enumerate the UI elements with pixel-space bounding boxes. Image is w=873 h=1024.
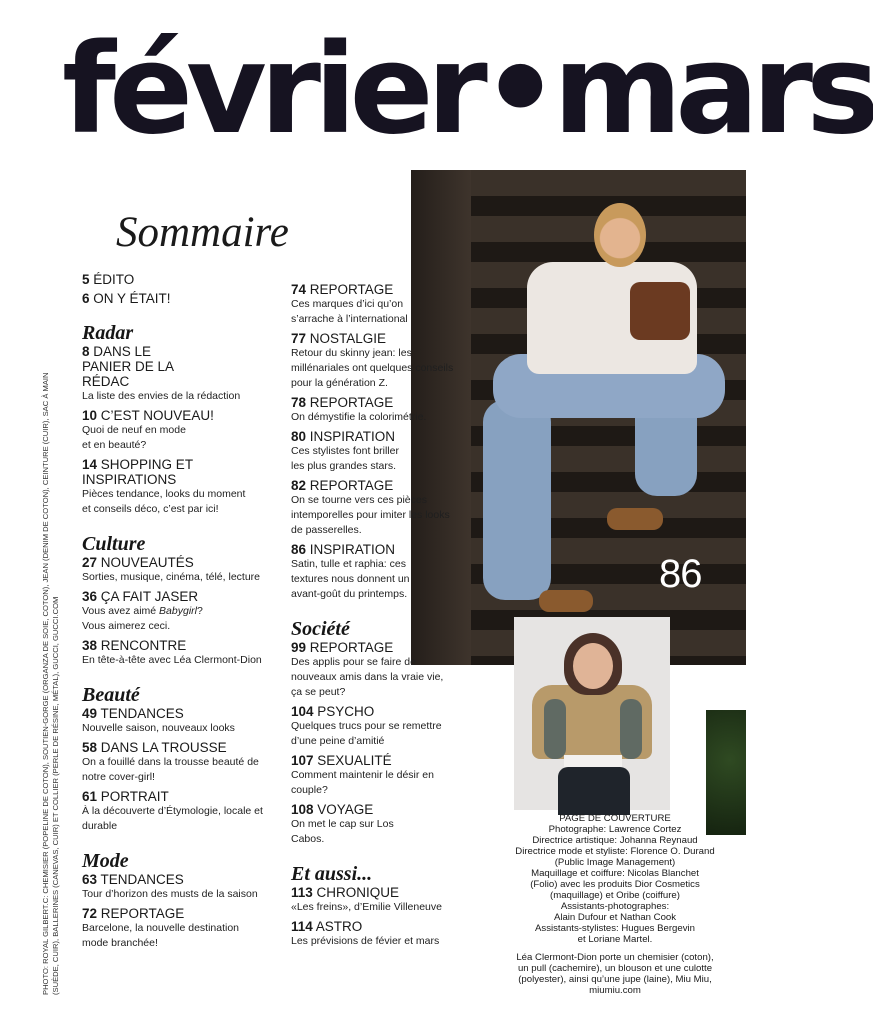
- toc-entry[interactable]: [82, 638, 277, 668]
- entry-title: REPORTAGE: [309, 478, 394, 493]
- entry-title: C’EST NOUVEAU!: [100, 408, 214, 423]
- outfit-credit-line: un pull (cachemire), un blouson et une culotte: [517, 963, 713, 974]
- entry-title: REPORTAGE: [309, 282, 394, 297]
- entry-description: On met le cap sur Los Cabos.: [291, 818, 394, 845]
- page-number: 61: [82, 789, 98, 804]
- toc-entry[interactable]: [291, 282, 463, 327]
- toc-entry[interactable]: [291, 704, 463, 749]
- page-number: 63: [82, 872, 98, 887]
- credit-line: Directrice artistique: Johanna Reynaud: [532, 835, 698, 846]
- toc-entry[interactable]: [82, 906, 277, 951]
- entry-title: INSPIRATION: [309, 542, 396, 557]
- entry-description: Nouvelle saison, nouveaux looks: [82, 722, 235, 734]
- entry-description: Pièces tendance, looks du moment et conseils déco, c’est par ici!: [82, 488, 246, 515]
- toc-entry[interactable]: [82, 457, 277, 517]
- entry-description: Sorties, musique, cinéma, télé, lecture: [82, 571, 260, 583]
- entry-title: ON Y ÉTAIT!: [93, 291, 171, 306]
- cover-credits-heading: PAGE DE COUVERTURE: [559, 813, 671, 824]
- toc-entry[interactable]: [291, 478, 463, 538]
- entry-description: Barcelone, la nouvelle destination mode branchée!: [82, 922, 240, 949]
- page-number: 27: [82, 555, 98, 570]
- entry-title: TENDANCES: [100, 872, 184, 887]
- credit-line: (Folio) avec les produits Dior Cosmetics: [530, 879, 700, 890]
- credit-line: Maquillage et coiffure: Nicolas Blanchet: [531, 868, 699, 879]
- page-number: 77: [291, 331, 307, 346]
- page-number: 113: [291, 885, 313, 900]
- toc-entry[interactable]: [82, 789, 277, 834]
- toc-entry[interactable]: [291, 802, 463, 847]
- entry-title: ÇA FAIT JASER: [100, 589, 199, 604]
- entry-title: DANS LA TROUSSE: [100, 740, 227, 755]
- page-number: 80: [291, 429, 307, 444]
- credit-line: Directrice mode et styliste: Florence O. Durand: [515, 846, 715, 857]
- entry-title: PSYCHO: [317, 704, 375, 719]
- credit-line: Assistants-stylistes: Hugues Bergevin: [535, 923, 695, 934]
- toc-entry[interactable]: [291, 640, 463, 700]
- page-number: 58: [82, 740, 98, 755]
- entry-title: TENDANCES: [100, 706, 184, 721]
- entry-description: À la découverte d’Étymologie, locale et durable: [82, 805, 263, 832]
- page-number: 108: [291, 802, 314, 817]
- credit-line: Photographe: Lawrence Cortez: [548, 824, 682, 835]
- section-heading-beaute: Beauté: [82, 684, 140, 706]
- entry-title: VOYAGE: [317, 802, 374, 817]
- page-number: 36: [82, 589, 98, 604]
- credit-line: (Public Image Management): [554, 857, 676, 868]
- outfit-credit-line: Léa Clermont-Dion porte un chemisier (coton),: [516, 952, 714, 963]
- entry-description: «Les freins», d’Emilie Villeneuve: [291, 901, 442, 913]
- cover-credits: [484, 813, 746, 996]
- entry-title: DANS LE PANIER DE LA RÉDAC: [82, 344, 174, 389]
- entry-title: SHOPPING ET INSPIRATIONS: [82, 457, 193, 487]
- page-number: 72: [82, 906, 98, 921]
- entry-title: INSPIRATION: [309, 429, 396, 444]
- entry-description: Des applis pour se faire de nouveaux amis dans la vraie vie, ça se peut?: [291, 656, 444, 698]
- toc-entry[interactable]: [82, 872, 277, 902]
- page-number: 78: [291, 395, 307, 410]
- page-number: 8: [82, 344, 90, 359]
- italic-title: Babygirl: [159, 605, 197, 617]
- entry-description: Retour du skinny jean: les millénariales ont quelques conseils pour la génération Z.: [291, 347, 454, 389]
- entry-title: CHRONIQUE: [316, 885, 400, 900]
- entry-title: ASTRO: [315, 919, 363, 934]
- page-number: 49: [82, 706, 98, 721]
- section-heading-culture: Culture: [82, 533, 146, 555]
- page-number: 38: [82, 638, 98, 653]
- credit-line: (maquillage) et Oribe (coiffure): [550, 890, 680, 901]
- entry-title: ÉDITO: [93, 272, 135, 287]
- entry-description: Satin, tulle et raphia: ces textures nous donnent un avant-goût du printemps.: [291, 558, 410, 600]
- photo-page-number: 86: [659, 552, 702, 596]
- toc-entry[interactable]: [82, 408, 277, 453]
- entry-description: Vous avez aimé Babygirl? Vous aimerez ceci.: [82, 605, 203, 632]
- entry-description: Ces stylistes font briller les plus grandes stars.: [291, 445, 399, 472]
- section-heading-radar: Radar: [82, 322, 134, 344]
- page-number: 99: [291, 640, 307, 655]
- toc-entry[interactable]: [291, 919, 463, 949]
- entry-description: Les prévisions de févier et mars: [291, 935, 440, 947]
- contents-column-left: [82, 272, 277, 955]
- toc-entry[interactable]: [291, 753, 463, 798]
- toc-entry[interactable]: [82, 291, 277, 306]
- entry-description: Tour d’horizon des musts de la saison: [82, 888, 258, 900]
- entry-title: RENCONTRE: [100, 638, 187, 653]
- credit-line: Assistants-photographes:: [560, 901, 670, 912]
- photo-credit-vertical: PHOTO: ROYAL GILBERT.C: CHEMISIER (POPELINE DE COTON), SOUTIEN-GORGE (ORGANZA DE SOIE, COTON), JEAN (DENIM DE COTON), CEINTURE (CUIR), SAC À MAIN (SUÈDE, CUIR), BALLERINES (CANEVAS, CUIR) ET COLLIER (PERLE DE RÉSINE, MÉTAL), GUCCI, GUCCI.COM: [41, 372, 60, 995]
- contents-title: Sommaire: [116, 209, 289, 256]
- cover-photo: [514, 617, 670, 810]
- toc-entry[interactable]: [82, 706, 277, 736]
- toc-entry[interactable]: [291, 331, 463, 391]
- toc-entry[interactable]: [82, 272, 277, 287]
- page-number: 74: [291, 282, 307, 297]
- entry-title: REPORTAGE: [100, 906, 185, 921]
- toc-entry[interactable]: [82, 555, 277, 585]
- entry-title: REPORTAGE: [309, 640, 394, 655]
- page-number: 86: [291, 542, 307, 557]
- entry-title: PORTRAIT: [100, 789, 169, 804]
- section-heading-et-aussi: Et aussi...: [291, 863, 373, 885]
- entry-description: Quoi de neuf en mode et en beauté?: [82, 424, 186, 451]
- page-number: 10: [82, 408, 98, 423]
- page-number: 14: [82, 457, 98, 472]
- toc-entry[interactable]: [82, 740, 277, 785]
- entry-title: NOUVEAUTÉS: [100, 555, 194, 570]
- toc-entry[interactable]: [82, 344, 277, 404]
- toc-entry[interactable]: [291, 429, 463, 474]
- toc-entry[interactable]: [291, 542, 463, 602]
- entry-description: On a fouillé dans la trousse beauté de notre cover-girl!: [82, 756, 259, 783]
- entry-description: En tête-à-tête avec Léa Clermont-Dion: [82, 654, 262, 666]
- masthead-title: février•mars: [62, 18, 873, 162]
- entry-title: REPORTAGE: [309, 395, 394, 410]
- contents-column-right: [291, 282, 463, 953]
- page-number: 5: [82, 272, 90, 287]
- outfit-credit-line: (polyester), ainsi qu’une jupe (laine), Miu Miu,: [518, 974, 712, 985]
- section-heading-societe: Société: [291, 618, 350, 640]
- page-number: 104: [291, 704, 314, 719]
- credit-line: Alain Dufour et Nathan Cook: [553, 912, 677, 923]
- toc-entry[interactable]: [291, 395, 463, 425]
- entry-description: Ces marques d’ici qu’on s’arrache à l’international: [291, 298, 408, 325]
- entry-title: NOSTALGIE: [309, 331, 387, 346]
- page-number: 107: [291, 753, 314, 768]
- entry-description: On démystifie la colorimétrie.: [291, 411, 427, 423]
- credit-line: et Loriane Martel.: [577, 934, 653, 945]
- page-number: 82: [291, 478, 307, 493]
- entry-description: On se tourne vers ces pièces intemporelles pour imiter les looks de passerelles.: [291, 494, 450, 536]
- entry-description: La liste des envies de la rédaction: [82, 390, 241, 402]
- outfit-credit-line: miumiu.com: [589, 985, 641, 996]
- entry-description: Quelques trucs pour se remettre d’une peine d’amitié: [291, 720, 442, 747]
- toc-entry[interactable]: [291, 885, 463, 915]
- section-heading-mode: Mode: [82, 850, 129, 872]
- toc-entry[interactable]: [82, 589, 277, 634]
- entry-title: SEXUALITÉ: [317, 753, 392, 768]
- page-number: 114: [291, 919, 313, 934]
- entry-description: Comment maintenir le désir en couple?: [291, 769, 434, 796]
- page-number: 6: [82, 291, 90, 306]
